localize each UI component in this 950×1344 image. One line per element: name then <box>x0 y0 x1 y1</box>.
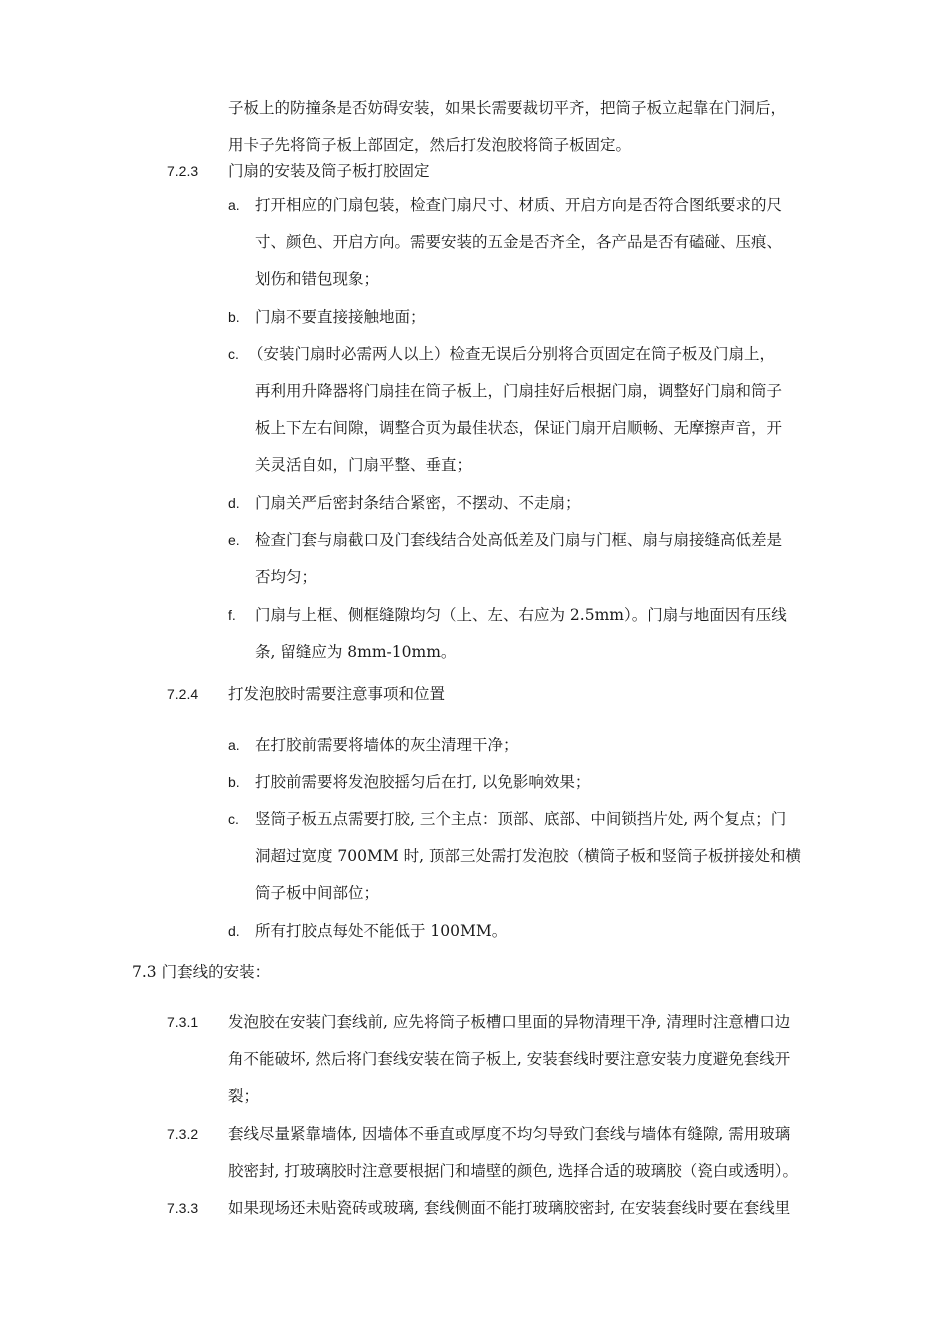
item-line: 门扇关严后密封条结合紧密，不摆动、不走扇； <box>255 494 581 512</box>
item-marker: f. <box>228 607 236 623</box>
item-line: 竖筒子板五点需要打胶, 三个主点：顶部、底部、中间锁挡片处, 两个复点；门 <box>255 810 787 828</box>
section-title-7-2-4: 打发泡胶时需要注意事项和位置 <box>228 685 446 703</box>
item-line: 胶密封, 打玻璃胶时注意要根据门和墙壁的颜色, 选择合适的玻璃胶（瓷白或透明）。 <box>228 1162 798 1180</box>
item-line: （安装门扇时必需两人以上）检查无误后分别将合页固定在筒子板及门扇上， <box>248 345 776 363</box>
item-marker: b. <box>228 309 240 325</box>
item-line: 打开相应的门扇包装，检查门扇尺寸、材质、开启方向是否符合图纸要求的尺 <box>255 196 783 214</box>
section-number-7-2-3: 7.2.3 <box>167 163 199 179</box>
item-line: 所有打胶点每处不能低于 100MM。 <box>255 922 508 940</box>
intro-line-1: 子板上的防撞条是否妨碍安装，如果长需要裁切平齐，把筒子板立起靠在门洞后， <box>228 99 787 117</box>
section-number-7-2-4: 7.2.4 <box>167 686 199 702</box>
section-title-7-2-3: 门扇的安装及筒子板打胶固定 <box>228 162 430 180</box>
item-line: 筒子板中间部位； <box>255 884 380 902</box>
item-marker: e. <box>228 532 240 548</box>
item-line: 划伤和错包现象； <box>255 270 380 288</box>
item-line: 角不能破坏, 然后将门套线安装在筒子板上, 安装套线时要注意安装力度避免套线开 <box>228 1050 791 1068</box>
section-number-7-3-1: 7.3.1 <box>167 1014 199 1030</box>
item-line: 如果现场还未贴瓷砖或玻璃, 套线侧面不能打玻璃胶密封, 在安装套线时要在套线里 <box>228 1199 791 1217</box>
item-line: 检查门套与扇截口及门套线结合处高低差及门扇与门框、扇与扇接缝高低差是 <box>255 531 783 549</box>
item-marker: c. <box>228 346 239 362</box>
item-marker: c. <box>228 811 239 827</box>
item-line: 洞超过宽度 700MM 时, 顶部三处需打发泡胶（横筒子板和竖筒子板拼接处和横 <box>255 847 802 865</box>
item-line: 门扇不要直接接触地面； <box>255 308 426 326</box>
item-line: 关灵活自如，门扇平整、垂直； <box>255 456 473 474</box>
item-line: 在打胶前需要将墙体的灰尘清理干净； <box>255 736 519 754</box>
intro-line-2: 用卡子先将筒子板上部固定，然后打发泡胶将筒子板固定。 <box>228 136 632 154</box>
item-marker: a. <box>228 737 240 753</box>
item-line: 寸、颜色、开启方向。需要安装的五金是否齐全，各产品是否有磕碰、压痕、 <box>255 233 783 251</box>
item-line: 再利用升降器将门扇挂在筒子板上，门扇挂好后根据门扇，调整好门扇和筒子 <box>255 382 783 400</box>
item-line: 发泡胶在安装门套线前, 应先将筒子板槽口里面的异物清理干净, 清理时注意槽口边 <box>228 1013 791 1031</box>
item-marker: d. <box>228 495 240 511</box>
item-line: 打胶前需要将发泡胶摇匀后在打, 以免影响效果； <box>255 773 591 791</box>
item-marker: d. <box>228 923 240 939</box>
item-marker: b. <box>228 774 240 790</box>
section-number-7-3-2: 7.3.2 <box>167 1126 199 1142</box>
section-number-7-3-3: 7.3.3 <box>167 1200 199 1216</box>
item-line: 裂； <box>228 1087 260 1105</box>
item-line: 板上下左右间隙，调整合页为最佳状态，保证门扇开启顺畅、无摩擦声音，开 <box>255 419 783 437</box>
item-line: 条, 留缝应为 8mm-10mm。 <box>255 643 457 661</box>
item-line: 否均匀； <box>255 568 318 586</box>
item-marker: a. <box>228 197 240 213</box>
item-line: 门扇与上框、侧框缝隙均匀（上、左、右应为 2.5mm）。门扇与地面因有压线 <box>255 606 787 624</box>
item-line: 套线尽量紧靠墙体, 因墙体不垂直或厚度不均匀导致门套线与墙体有缝隙, 需用玻璃 <box>228 1125 791 1143</box>
section-heading-7-3: 7.3 门套线的安装： <box>132 963 271 981</box>
